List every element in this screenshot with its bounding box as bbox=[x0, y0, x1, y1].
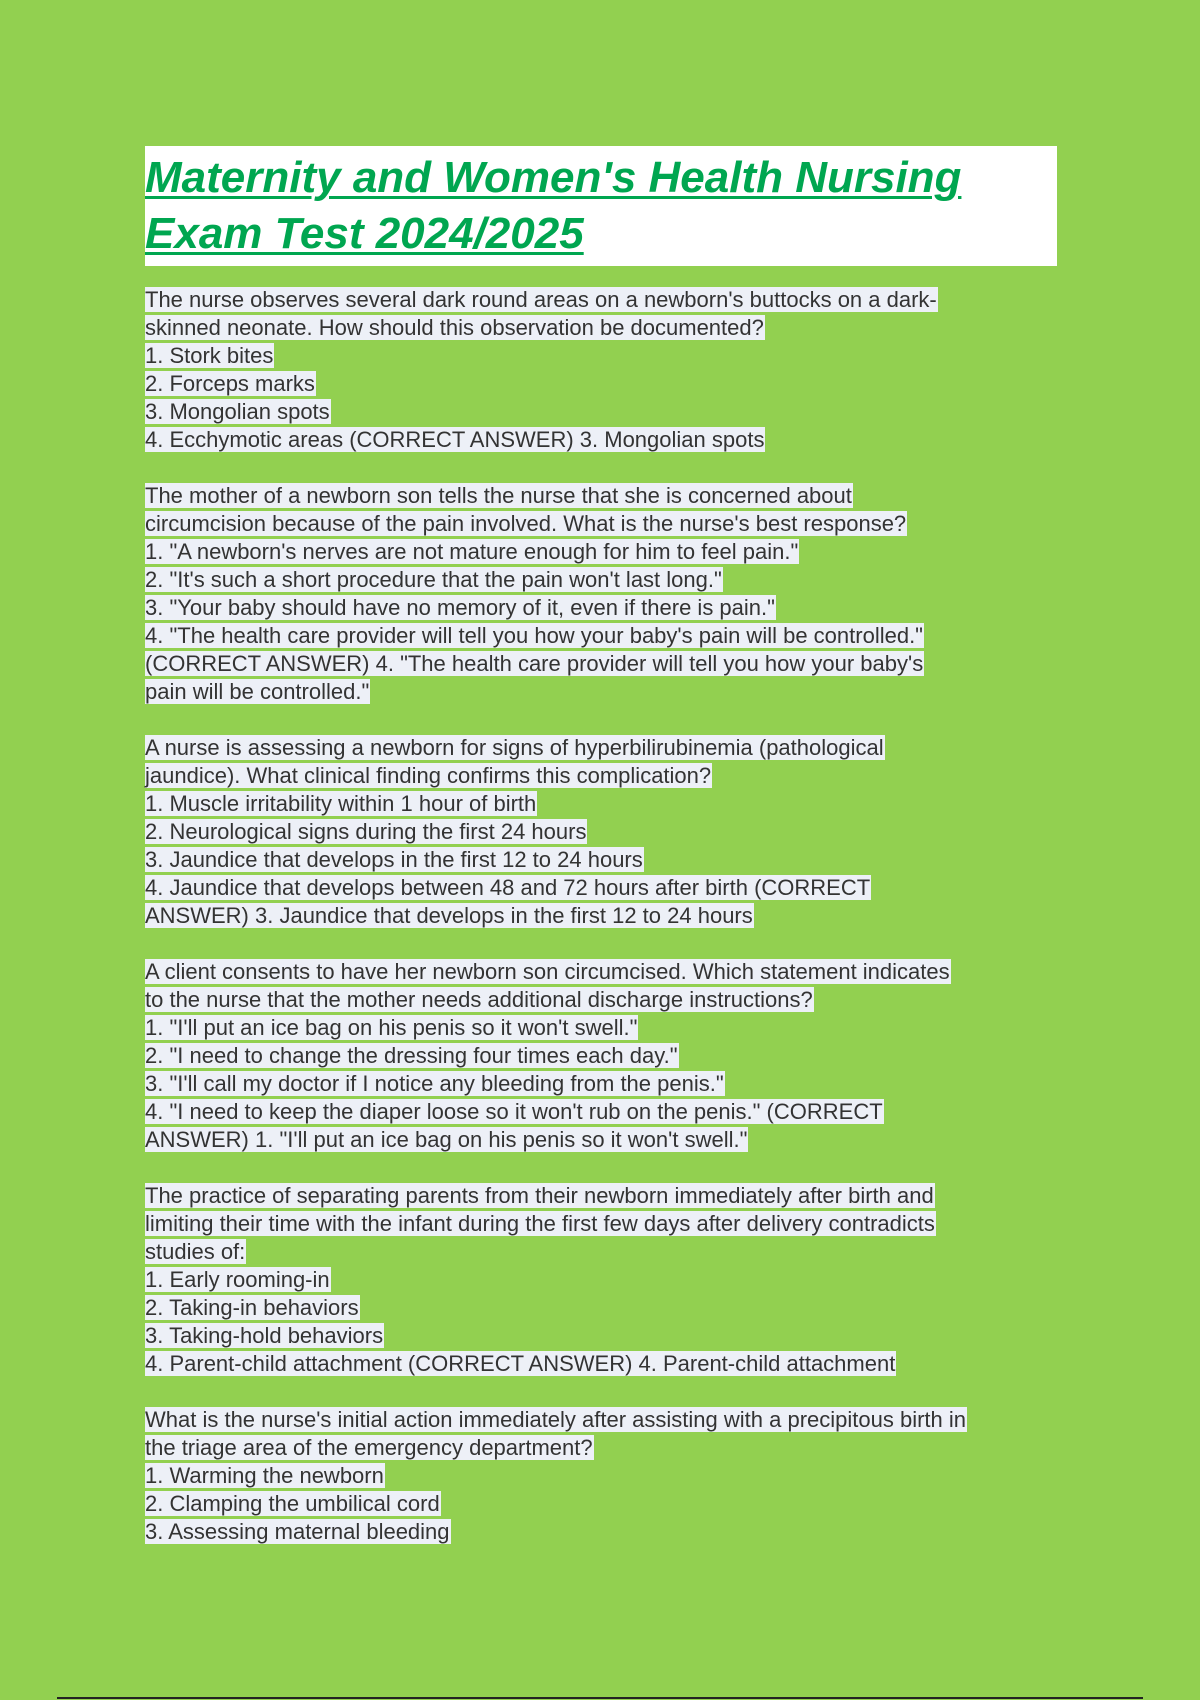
question-line bbox=[145, 342, 1065, 370]
line-text: 2. Taking-in behaviors bbox=[145, 1295, 359, 1320]
line-text: 1. Stork bites bbox=[145, 343, 274, 368]
line-text: 4. "The health care provider will tell you how your baby's pain will be controlled." bbox=[145, 623, 923, 648]
question-line bbox=[145, 1322, 1065, 1350]
question-block bbox=[145, 1182, 1065, 1378]
line-text: pain will be controlled." bbox=[145, 679, 370, 704]
question-line bbox=[145, 846, 1065, 874]
question-line bbox=[145, 874, 1065, 902]
line-text: The practice of separating parents from their newborn immediately after birth and bbox=[145, 1183, 934, 1208]
question-line bbox=[145, 678, 1065, 706]
question-line bbox=[145, 1462, 1065, 1490]
question-line bbox=[145, 538, 1065, 566]
line-text: 2. Forceps marks bbox=[145, 371, 315, 396]
question-line bbox=[145, 902, 1065, 930]
line-text: 2. "I need to change the dressing four times each day." bbox=[145, 1043, 678, 1068]
question-block bbox=[145, 482, 1065, 706]
line-text: ANSWER) 1. "I'll put an ice bag on his penis so it won't swell." bbox=[145, 1127, 748, 1152]
question-line bbox=[145, 1098, 1065, 1126]
document-page bbox=[145, 146, 1065, 1574]
title-line: Exam Test 2024/2025 bbox=[145, 209, 584, 258]
question-line bbox=[145, 1210, 1065, 1238]
line-text: 1. Muscle irritability within 1 hour of birth bbox=[145, 791, 537, 816]
line-text: 4. Parent-child attachment (CORRECT ANSWER) 4. Parent-child attachment bbox=[145, 1351, 896, 1376]
question-line bbox=[145, 790, 1065, 818]
question-line bbox=[145, 1070, 1065, 1098]
question-text bbox=[145, 1182, 1065, 1210]
question-text bbox=[145, 734, 1065, 762]
question-line bbox=[145, 1518, 1065, 1546]
line-text: 3. Mongolian spots bbox=[145, 399, 330, 424]
line-text: A client consents to have her newborn son circumcised. Which statement indicates bbox=[145, 959, 950, 984]
question-line bbox=[145, 1350, 1065, 1378]
line-text: The mother of a newborn son tells the nurse that she is concerned about bbox=[145, 483, 852, 508]
line-text: A nurse is assessing a newborn for signs of hyperbilirubinemia (pathological bbox=[145, 735, 884, 760]
line-text: 3. Jaundice that develops in the first 12 to 24 hours bbox=[145, 847, 643, 872]
question-block bbox=[145, 286, 1065, 454]
question-line bbox=[145, 370, 1065, 398]
line-text: limiting their time with the infant during the first few days after delivery contradicts bbox=[145, 1211, 935, 1236]
line-text: jaundice). What clinical finding confirms this complication? bbox=[145, 763, 712, 788]
question-line bbox=[145, 818, 1065, 846]
line-text: 3. Taking-hold behaviors bbox=[145, 1323, 384, 1348]
question-block bbox=[145, 958, 1065, 1154]
line-text: 1. Early rooming-in bbox=[145, 1267, 330, 1292]
question-line bbox=[145, 1042, 1065, 1070]
question-line bbox=[145, 314, 1065, 342]
line-text: the triage area of the emergency department? bbox=[145, 1435, 593, 1460]
line-text: 4. Jaundice that develops between 48 and 72 hours after birth (CORRECT bbox=[145, 875, 871, 900]
question-line bbox=[145, 1490, 1065, 1518]
line-text: (CORRECT ANSWER) 4. "The health care provider will tell you how your baby's bbox=[145, 651, 924, 676]
question-line bbox=[145, 1126, 1065, 1154]
question-text bbox=[145, 1406, 1065, 1434]
line-text: 2. "It's such a short procedure that the pain won't last long." bbox=[145, 567, 722, 592]
line-text: to the nurse that the mother needs additional discharge instructions? bbox=[145, 987, 813, 1012]
line-text: 4. "I need to keep the diaper loose so it won't rub on the penis." (CORRECT bbox=[145, 1099, 883, 1124]
question-line bbox=[145, 510, 1065, 538]
line-text: circumcision because of the pain involved. What is the nurse's best response? bbox=[145, 511, 907, 536]
question-line bbox=[145, 398, 1065, 426]
line-text: 1. "A newborn's nerves are not mature enough for him to feel pain." bbox=[145, 539, 799, 564]
question-line bbox=[145, 1238, 1065, 1266]
line-text: The nurse observes several dark round areas on a newborn's buttocks on a dark- bbox=[145, 287, 937, 312]
question-line bbox=[145, 594, 1065, 622]
question-line bbox=[145, 622, 1065, 650]
line-text: 2. Neurological signs during the first 24 hours bbox=[145, 819, 587, 844]
question-line bbox=[145, 426, 1065, 454]
title-line: Maternity and Women's Health Nursing bbox=[145, 153, 962, 202]
question-line bbox=[145, 762, 1065, 790]
line-text: 3. "Your baby should have no memory of it, even if there is pain." bbox=[145, 595, 775, 620]
line-text: ANSWER) 3. Jaundice that develops in the first 12 to 24 hours bbox=[145, 903, 753, 928]
line-text: 1. Warming the newborn bbox=[145, 1463, 384, 1488]
question-list bbox=[145, 286, 1065, 1546]
line-text: studies of: bbox=[145, 1239, 246, 1264]
line-text: skinned neonate. How should this observation be documented? bbox=[145, 315, 764, 340]
question-line bbox=[145, 986, 1065, 1014]
question-line bbox=[145, 650, 1065, 678]
line-text: What is the nurse's initial action immediately after assisting with a precipitous birth in bbox=[145, 1407, 967, 1432]
question-block bbox=[145, 1406, 1065, 1546]
question-block bbox=[145, 734, 1065, 930]
footer-divider bbox=[57, 1697, 1143, 1699]
document-title bbox=[145, 146, 1057, 266]
question-text bbox=[145, 482, 1065, 510]
question-line bbox=[145, 1434, 1065, 1462]
line-text: 3. Assessing maternal bleeding bbox=[145, 1519, 450, 1544]
line-text: 2. Clamping the umbilical cord bbox=[145, 1491, 440, 1516]
question-line bbox=[145, 1294, 1065, 1322]
question-line bbox=[145, 1266, 1065, 1294]
line-text: 4. Ecchymotic areas (CORRECT ANSWER) 3. Mongolian spots bbox=[145, 427, 765, 452]
question-line bbox=[145, 1014, 1065, 1042]
line-text: 3. "I'll call my doctor if I notice any bleeding from the penis." bbox=[145, 1071, 724, 1096]
question-text bbox=[145, 286, 1065, 314]
question-text bbox=[145, 958, 1065, 986]
question-line bbox=[145, 566, 1065, 594]
line-text: 1. "I'll put an ice bag on his penis so it won't swell." bbox=[145, 1015, 638, 1040]
